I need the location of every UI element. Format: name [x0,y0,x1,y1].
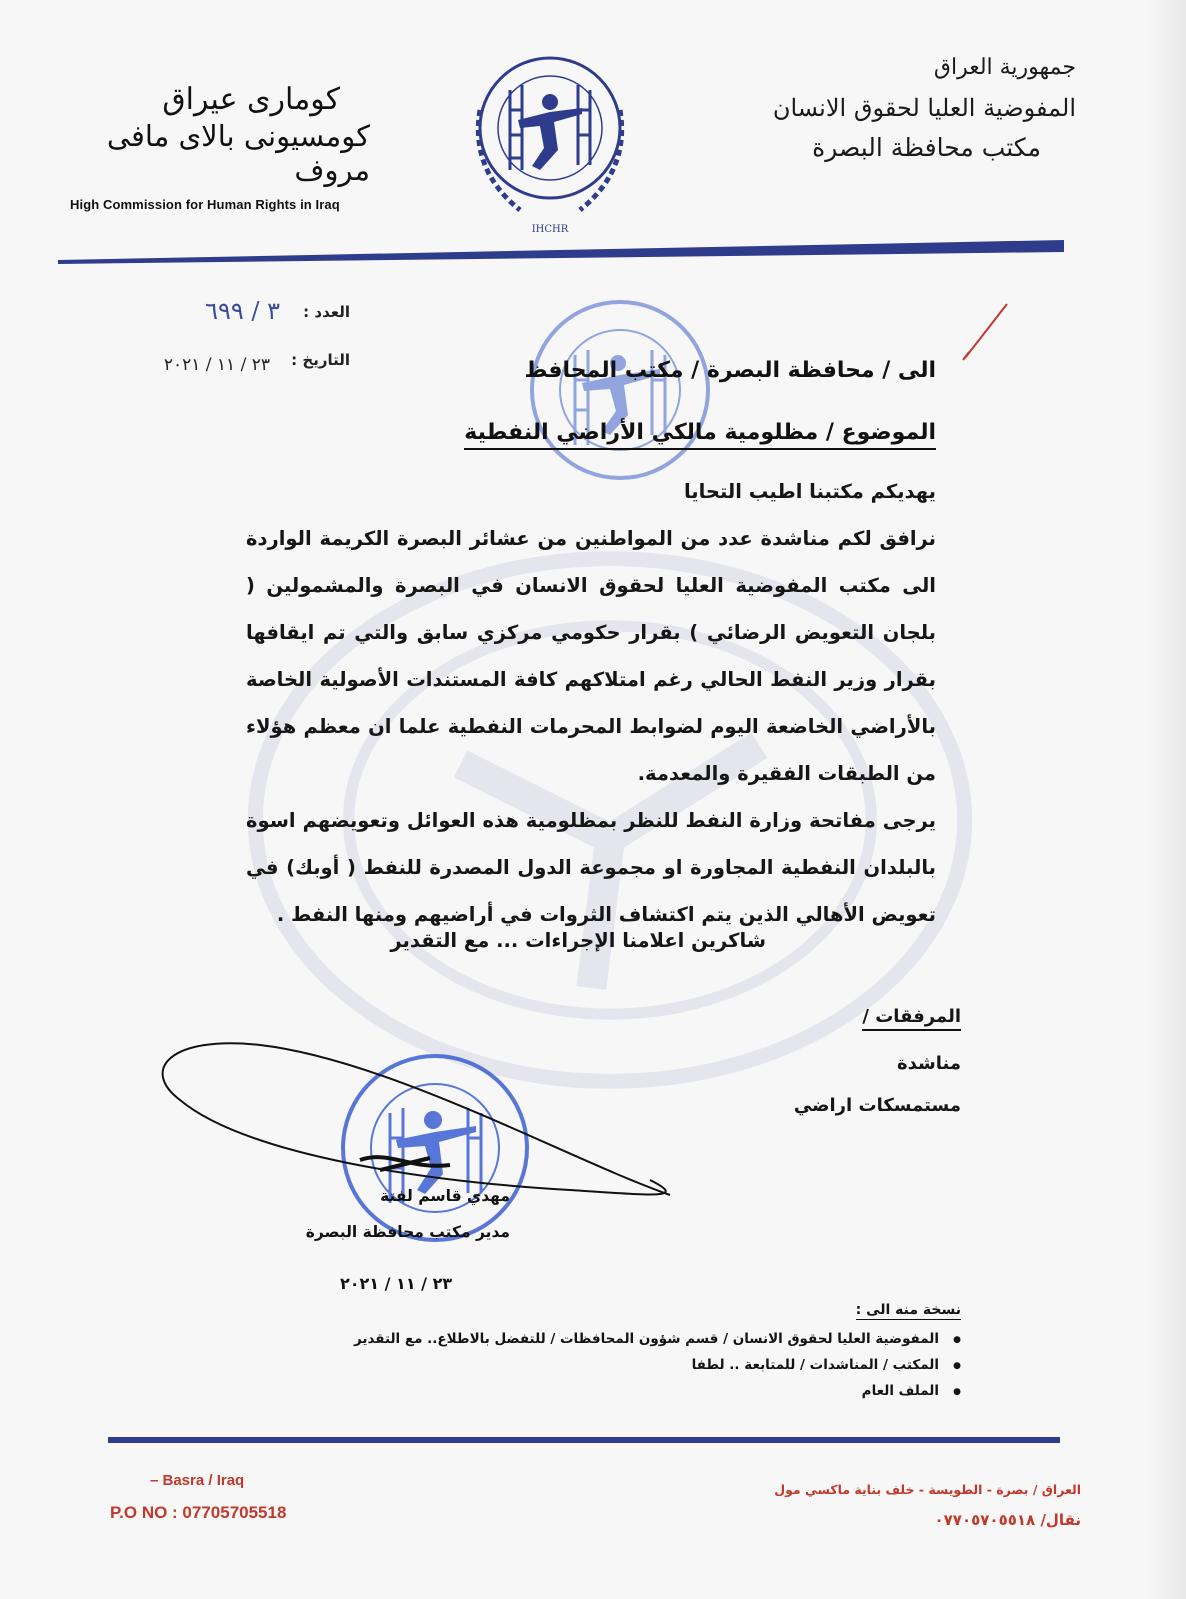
attachment-item: مستمسكات اراضي [793,1095,961,1116]
attachment-item: مناشدة [897,1053,961,1074]
reference-number-value: ٣ / ٦٩٩ [205,297,280,325]
footer-city: – Basra / Iraq [150,1472,245,1489]
copies-list [261,1326,961,1404]
reference-block [90,297,350,399]
reference-date-value: ٢٣ / ١١ / ٢٠٢١ [163,355,270,375]
header-arabic-line: مكتب محافظة البصرة [812,133,1041,162]
copies-title: نسخة منه الى : [855,1302,961,1318]
reference-date-label: التاريخ : [291,351,350,369]
signature-date: ٢٣ / ١١ / ٢٠٢١ [340,1274,453,1293]
subject-line: الموضوع / مظلومية مالكي الأراضي النفطية [464,420,936,450]
recipient-line: الى / محافظة البصرة / مكتب المحافظ [524,358,936,383]
signer-title: مدير مكتب محافظة البصرة [305,1223,510,1241]
attachments-block [701,1006,961,1127]
closing-line: شاكرين اعلامنا الإجراءات ... مع التقدير [390,929,766,952]
header-divider-bar [58,240,1064,264]
letter-body [246,468,936,938]
copies-item: ● الملف العام [261,1378,961,1404]
copies-item: ● المفوضية العليا لحقوق الانسان / قسم شؤون المحافظات / للتفضل بالاطلاع.. مع التقدير [261,1326,961,1352]
signer-name: مهدي قاسم لفتة [380,1187,510,1205]
footer-left [110,1472,410,1523]
logo-caption: IHCHR [531,224,569,235]
header-arabic [746,48,1076,168]
header-left [70,82,370,212]
reference-number-label: العدد : [303,303,350,321]
body-paragraph: يرجى مفاتحة وزارة النفط للنظر بمظلومية هذه العوائل وتعويضهم اسوة بالبلدان النفطية المجاورة او مجموعة الدول المصدرة للنفط ( أوبك) في تعويض الأهالي الذين يتم اكتشاف الثروات في أراضيهم ومنها النفط . [246,809,936,926]
attachments-title: المرفقات / [862,1006,961,1031]
greeting: يهديكم مكتبنا اطيب التحايا [683,480,936,503]
red-check-mark-icon [955,300,1015,370]
copies-block [261,1302,961,1404]
footer-right [601,1482,1081,1529]
office-stamp-icon [520,295,720,485]
header-arabic-line: المفوضية العليا لحقوق الانسان [772,94,1076,122]
signer-block [280,1178,510,1250]
header-arabic-line: جمهورية العراق [933,55,1076,80]
body-paragraph: نرافق لكم مناشدة عدد من المواطنين من عشائر البصرة الكريمة الواردة الى مكتب المفوضية العليا لحقوق الانسان في البصرة والمشمولين ( بلجان التعويض الرضائي ) بقرار حكومي مركزي سابق والتي تم ايقافها بقرار وزير النفط الحالي رغم امتلاكهم كافة المستندات الأصولية الخاصة بالأراضي الخاضعة اليوم لضوابط المحرمات النفطية علما ان معظم هؤلاء من الطبقات الفقيرة والمعدمة. [246,527,936,785]
footer-divider-bar [108,1437,1060,1443]
footer-phone: نقال/ ٠٧٧٠٥٧٠٥٥١٨ [934,1511,1081,1529]
header-kurdish-line: كومارى عيراق [162,82,340,117]
header-english-name: High Commission for Human Rights in Iraq [70,197,340,212]
ihchr-logo-icon [440,40,660,240]
footer-address: العراق / بصرة - الطويسة - خلف بناية ماكسي مول [774,1482,1081,1497]
footer-po-number: P.O NO : 07705705518 [110,1503,287,1522]
header-kurdish-line: كومسيونى بالاى مافى مروف [106,119,370,187]
copies-item: ● المكتب / المناشدات / للمتابعة .. لطفا [261,1352,961,1378]
